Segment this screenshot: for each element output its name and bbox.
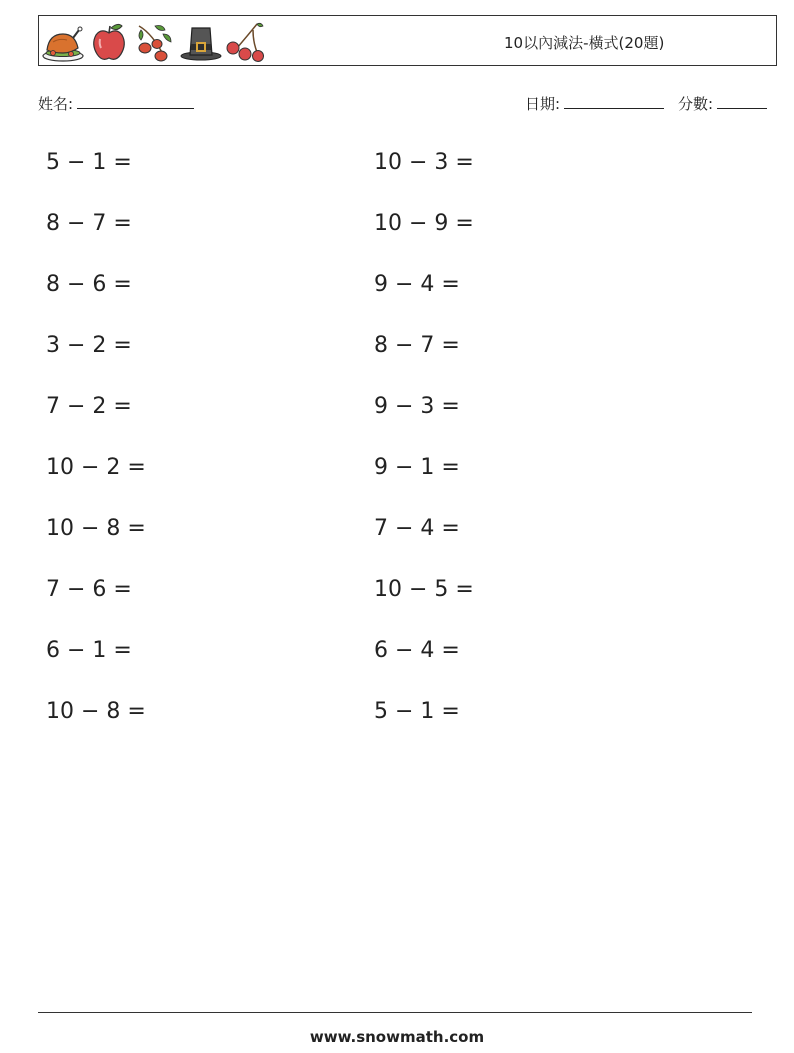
roast-turkey-icon	[41, 20, 85, 64]
footer-website[interactable]: www.snowmath.com	[309, 1028, 485, 1046]
worksheet-title: 10以內減法-橫式(20題)	[504, 34, 665, 52]
problem-left-4: 3 − 2 =	[46, 333, 132, 358]
score-label: 分數:	[678, 95, 714, 113]
problem-right-1: 10 − 3 =	[374, 150, 474, 175]
problem-right-6: 9 − 1 =	[374, 455, 460, 480]
problem-right-2: 10 − 9 =	[374, 211, 474, 236]
problem-left-9: 6 − 1 =	[46, 638, 132, 663]
problem-right-7: 7 − 4 =	[374, 516, 460, 541]
problem-right-9: 6 − 4 =	[374, 638, 460, 663]
problem-right-3: 9 − 4 =	[374, 272, 460, 297]
problem-right-10: 5 − 1 =	[374, 699, 460, 724]
problem-left-8: 7 − 6 =	[46, 577, 132, 602]
problem-right-8: 10 − 5 =	[374, 577, 474, 602]
problem-right-5: 9 − 3 =	[374, 394, 460, 419]
date-blank[interactable]	[564, 94, 664, 109]
problem-left-7: 10 − 8 =	[46, 516, 146, 541]
name-label: 姓名:	[38, 95, 74, 113]
score-blank[interactable]	[717, 94, 767, 109]
cherries-icon	[223, 20, 267, 64]
name-field	[38, 93, 194, 114]
problem-left-1: 5 − 1 =	[46, 150, 132, 175]
date-label: 日期:	[525, 95, 561, 113]
problem-left-10: 10 − 8 =	[46, 699, 146, 724]
problem-left-3: 8 − 6 =	[46, 272, 132, 297]
problem-right-4: 8 − 7 =	[374, 333, 460, 358]
pilgrim-hat-icon	[179, 20, 223, 64]
rosehip-branch-icon	[133, 20, 177, 64]
date-field	[525, 93, 664, 114]
problem-left-6: 10 − 2 =	[46, 455, 146, 480]
name-blank[interactable]	[77, 94, 194, 109]
apple-icon	[87, 20, 131, 64]
score-field	[678, 93, 767, 114]
footer-divider	[38, 1012, 752, 1013]
problem-left-2: 8 − 7 =	[46, 211, 132, 236]
worksheet-header	[38, 15, 777, 66]
problem-left-5: 7 − 2 =	[46, 394, 132, 419]
